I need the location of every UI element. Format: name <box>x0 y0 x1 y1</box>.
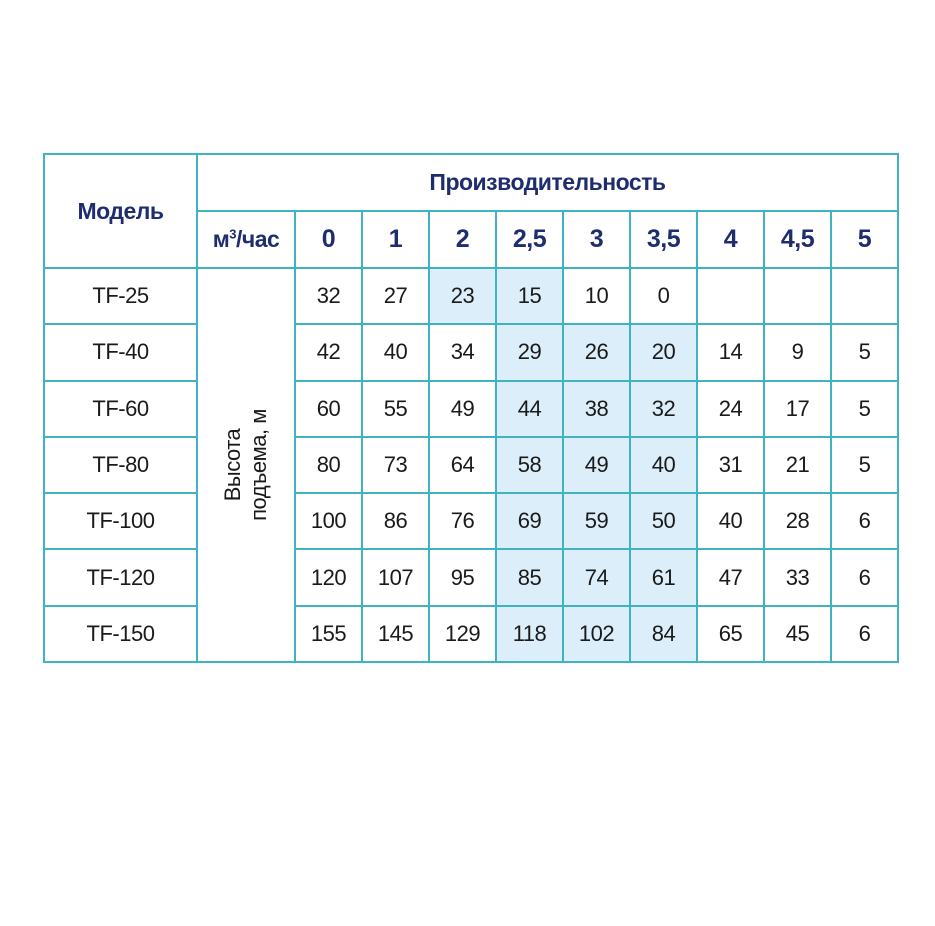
head-value-cell: 95 <box>429 549 496 605</box>
height-label-cell <box>197 268 295 662</box>
head-value-cell: 14 <box>697 324 764 380</box>
table-row <box>44 268 898 324</box>
flow-header-cell: 4,5 <box>764 211 831 268</box>
flow-header-cell: 3,5 <box>630 211 697 268</box>
head-value-cell: 58 <box>496 437 563 493</box>
head-value-cell: 47 <box>697 549 764 605</box>
height-label-line: Высота <box>220 428 245 502</box>
head-value-cell: 145 <box>362 606 429 662</box>
head-value-cell <box>831 268 898 324</box>
head-value-cell: 28 <box>764 493 831 549</box>
performance-table <box>43 153 899 663</box>
head-value-cell: 17 <box>764 381 831 437</box>
head-value-cell: 34 <box>429 324 496 380</box>
head-value-cell: 24 <box>697 381 764 437</box>
head-value-cell: 40 <box>697 493 764 549</box>
model-cell: TF-25 <box>44 268 197 324</box>
flow-header-cell: 0 <box>295 211 362 268</box>
head-value-cell: 49 <box>563 437 630 493</box>
model-cell: TF-150 <box>44 606 197 662</box>
unit-header <box>197 211 295 268</box>
flow-header-cell: 5 <box>831 211 898 268</box>
head-value-cell: 10 <box>563 268 630 324</box>
table-row <box>44 549 898 605</box>
head-value-cell: 38 <box>563 381 630 437</box>
head-value-cell: 32 <box>630 381 697 437</box>
table-row <box>44 324 898 380</box>
head-value-cell: 84 <box>630 606 697 662</box>
model-cell: TF-80 <box>44 437 197 493</box>
head-value-cell: 6 <box>831 606 898 662</box>
performance-table-container <box>43 153 899 663</box>
head-value-cell: 6 <box>831 493 898 549</box>
head-value-cell: 15 <box>496 268 563 324</box>
model-cell: TF-100 <box>44 493 197 549</box>
flow-header-cell: 3 <box>563 211 630 268</box>
model-header: Модель <box>44 154 197 268</box>
head-value-cell: 23 <box>429 268 496 324</box>
head-value-cell: 85 <box>496 549 563 605</box>
head-value-cell: 59 <box>563 493 630 549</box>
head-value-cell: 86 <box>362 493 429 549</box>
head-value-cell: 102 <box>563 606 630 662</box>
head-value-cell: 65 <box>697 606 764 662</box>
head-value-cell: 32 <box>295 268 362 324</box>
head-value-cell: 29 <box>496 324 563 380</box>
head-value-cell: 69 <box>496 493 563 549</box>
flow-header-cell: 1 <box>362 211 429 268</box>
head-value-cell: 26 <box>563 324 630 380</box>
head-value-cell: 120 <box>295 549 362 605</box>
unit-superscript: 3 <box>229 226 236 242</box>
head-value-cell: 40 <box>630 437 697 493</box>
head-value-cell: 74 <box>563 549 630 605</box>
model-cell: TF-120 <box>44 549 197 605</box>
header-row-1 <box>44 154 898 211</box>
head-value-cell: 6 <box>831 549 898 605</box>
head-value-cell: 55 <box>362 381 429 437</box>
model-cell: TF-60 <box>44 381 197 437</box>
height-label <box>220 409 272 521</box>
head-value-cell: 129 <box>429 606 496 662</box>
table-row <box>44 606 898 662</box>
flow-header-cell: 2,5 <box>496 211 563 268</box>
head-value-cell <box>764 268 831 324</box>
head-value-cell: 5 <box>831 437 898 493</box>
head-value-cell: 73 <box>362 437 429 493</box>
unit-prefix: м <box>212 226 230 252</box>
head-value-cell: 21 <box>764 437 831 493</box>
head-value-cell: 155 <box>295 606 362 662</box>
table-row <box>44 437 898 493</box>
head-value-cell: 27 <box>362 268 429 324</box>
head-value-cell: 5 <box>831 324 898 380</box>
unit-suffix: /час <box>235 226 280 252</box>
head-value-cell: 100 <box>295 493 362 549</box>
head-value-cell: 61 <box>630 549 697 605</box>
height-label-wrap <box>198 269 294 661</box>
flow-header-cell: 4 <box>697 211 764 268</box>
table-row <box>44 493 898 549</box>
model-cell: TF-40 <box>44 324 197 380</box>
head-value-cell: 80 <box>295 437 362 493</box>
head-value-cell: 40 <box>362 324 429 380</box>
head-value-cell: 64 <box>429 437 496 493</box>
head-value-cell: 60 <box>295 381 362 437</box>
head-value-cell: 50 <box>630 493 697 549</box>
head-value-cell: 5 <box>831 381 898 437</box>
head-value-cell: 20 <box>630 324 697 380</box>
head-value-cell: 33 <box>764 549 831 605</box>
head-value-cell: 0 <box>630 268 697 324</box>
head-value-cell: 49 <box>429 381 496 437</box>
table-row <box>44 381 898 437</box>
head-value-cell: 42 <box>295 324 362 380</box>
head-value-cell <box>697 268 764 324</box>
head-value-cell: 45 <box>764 606 831 662</box>
head-value-cell: 44 <box>496 381 563 437</box>
height-label-line: подъема, м <box>246 409 271 521</box>
head-value-cell: 107 <box>362 549 429 605</box>
head-value-cell: 118 <box>496 606 563 662</box>
performance-header: Производительность <box>197 154 898 211</box>
flow-header-cell: 2 <box>429 211 496 268</box>
head-value-cell: 9 <box>764 324 831 380</box>
head-value-cell: 76 <box>429 493 496 549</box>
head-value-cell: 31 <box>697 437 764 493</box>
